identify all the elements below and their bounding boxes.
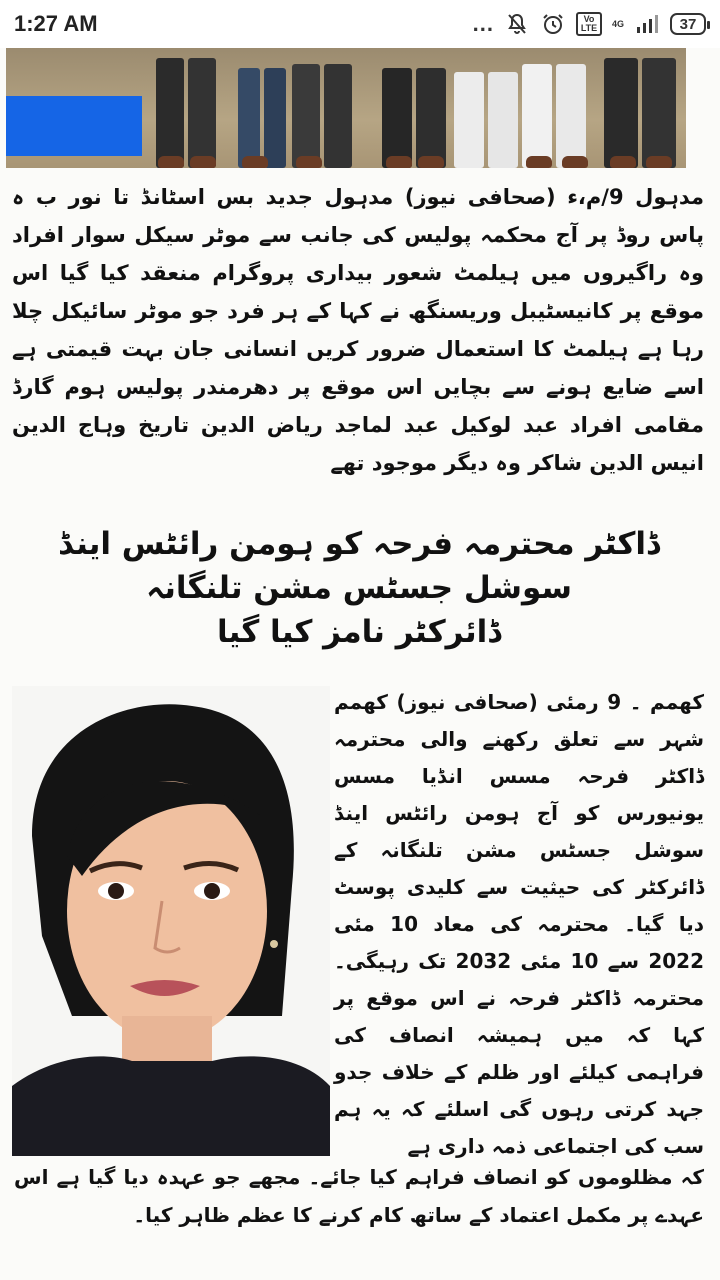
blue-overlay-block [6,96,142,156]
headline-line-1: ڈاکٹر محترمہ فرحہ کو ہومن رائٹس اینڈ سوشل جسٹس مشن تلنگانہ [58,526,660,606]
portrait-photo [12,686,330,1156]
network-type: 4G [611,18,624,29]
battery-level: 37 [679,15,697,33]
more-notifications-icon: ... [472,11,494,36]
newspaper-clipping [0,48,720,1280]
headline-line-2: ڈائرکٹر نامز کیا گیا [216,614,502,650]
alarm-clock-icon [540,11,566,37]
volte-badge: Vo LTE [576,12,602,36]
status-time: 1:27 AM [14,11,98,36]
bell-slash-icon [504,11,530,37]
story-column-right: کھمم ۔ 9 رمئی (صحافی نیوز) کھمم شہر سے تعلق رکھنے والی محترمہ ڈاکٹر فرحہ مسس انڈیا مسس یونیورس کو آج ہومن رائٹس اینڈ سوشل جسٹس مشن تلنگانہ کے ڈائرکٹر کی حیثیت سے کلیدی پوسٹ دیا گیا۔ محترمہ کی معاد 10 مئی 2022 سے 10 مئی 2032 تک رہیگی۔ محترمہ ڈاکٹر فرحہ نے اس موقع پر کہا کہ میں ہمیشہ انصاف کی فراہمی کیلئے اور ظلم کے خلاف جدو جہد کرتی رہوں گی اسلئے کہ یہ ہم سب کی اجتماعی ذمہ داری ہے [334,690,704,1158]
signal-bars-icon [634,11,660,37]
status-icons [473,11,706,37]
news-paragraph-1: مدہول 9/م،ء (صحافی نیوز) مدہول جدید بس اسٹانڈ تا نور ب ہ پاس روڈ پر آج محکمہ پولیس کی جانب سے موٹر سیکل سوار افراد وہ راگیروں میں ہیلمٹ شعور بیداری پروگرام منعقد کیا گیا اس موقع پر کانیسٹیبل وریسنگھ نے کہا کے ہر فرد جو موٹر سائیکل چلا رہا ہے ہیلمٹ کا استعمال ضرور کریں انسانی جان بہت قیمتی ہے اسے ضایع ہونے سے بچایں اس موقع پر دھرمندر پولیس ہوم گارڈ مقامی افراد عبد لوکیل عبد لماجد ریاض الدین تاریخ وہاج الدین انیس الدین شاکر وہ دیگر موجود تھے [12,185,705,475]
battery-icon [670,13,706,35]
story-bottom: کہ مظلوموں کو انصاف فراہم کیا جائے۔ مجھے جو عہدہ دیا گیا ہے اس عہدے پر مکمل اعتماد کے ساتھ کام کرنے کا عظم ظاہر کیا۔ [14,1165,704,1227]
status-bar [0,0,720,48]
top-photo [6,48,686,168]
